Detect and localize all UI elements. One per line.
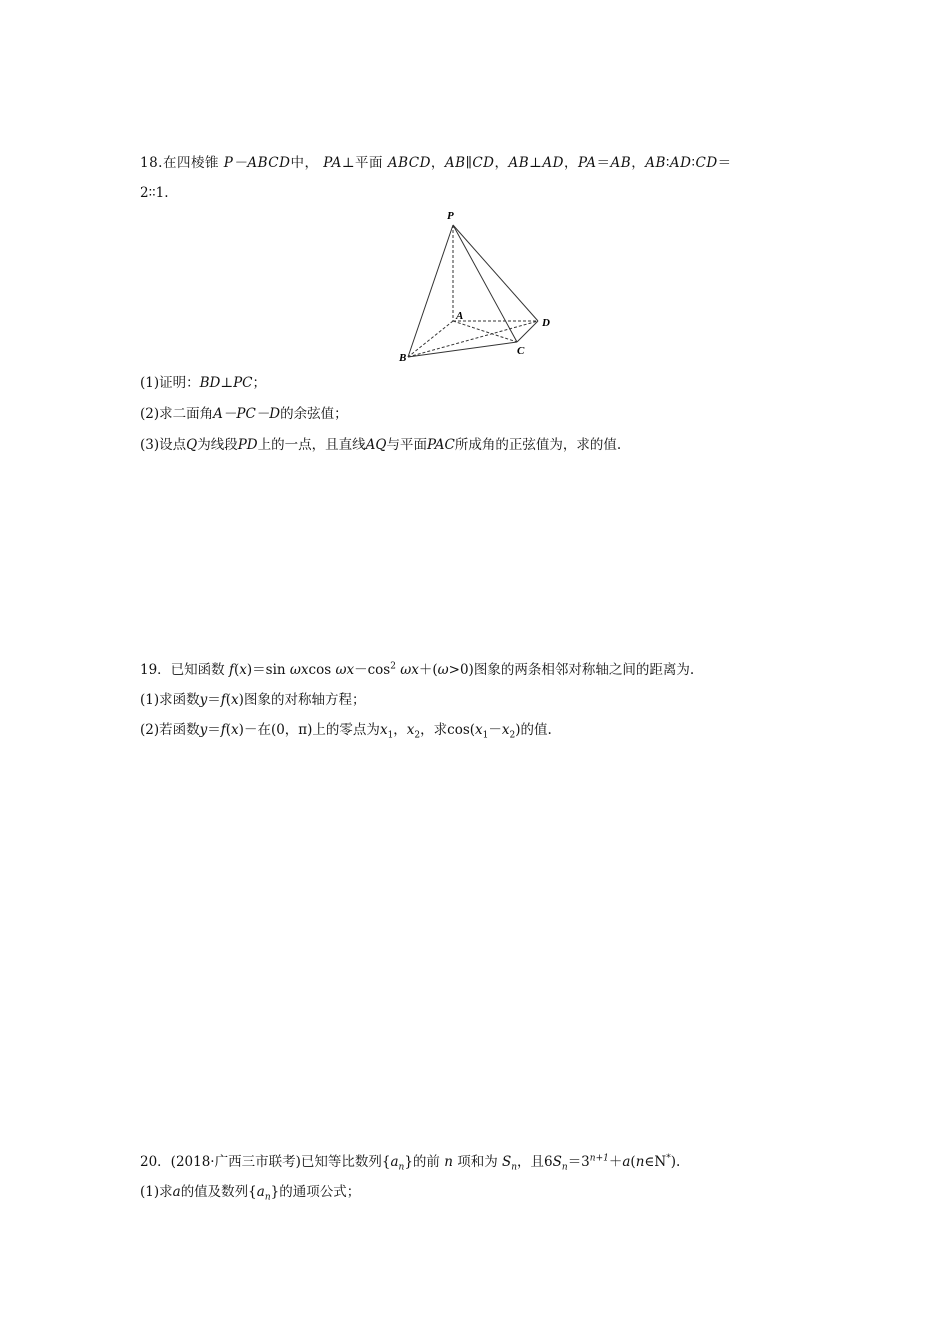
math: f bbox=[220, 722, 226, 738]
text: 项和为 bbox=[457, 1154, 498, 1170]
text: (2)若函数 bbox=[140, 722, 200, 738]
text: (3)设点 bbox=[140, 437, 187, 453]
q19-part2 bbox=[140, 720, 552, 740]
text: (1)求函数 bbox=[140, 692, 200, 708]
text: }的前 bbox=[404, 1154, 440, 1170]
text: ∶ bbox=[665, 155, 670, 171]
text: ， bbox=[430, 155, 445, 171]
math: ωx bbox=[400, 662, 419, 678]
text: )图象的对称轴方程； bbox=[238, 692, 366, 708]
text: ＋ bbox=[608, 1154, 623, 1170]
text: 为线段 bbox=[197, 437, 238, 453]
math: ω bbox=[437, 662, 449, 678]
math: a bbox=[390, 1154, 399, 1170]
text: >0)图象的两条相邻对称轴之间的距离为. bbox=[448, 662, 695, 678]
math: PA bbox=[323, 155, 342, 171]
q18-number: 18. bbox=[140, 155, 163, 171]
math: f bbox=[228, 662, 234, 678]
text: ⊥ bbox=[220, 375, 234, 391]
vertex-label-d: D bbox=[542, 317, 550, 329]
subscript: 1 bbox=[387, 730, 394, 741]
vertex-label-b: B bbox=[399, 352, 407, 364]
math: PA bbox=[577, 155, 597, 171]
text: (2)求二面角 bbox=[140, 406, 214, 422]
math: S bbox=[552, 1154, 562, 1170]
q20-statement bbox=[140, 1152, 680, 1172]
math: a bbox=[172, 1184, 181, 1200]
text: )＝sin bbox=[246, 662, 286, 678]
text: 与平面 bbox=[386, 437, 427, 453]
subscript: 2 bbox=[414, 730, 421, 741]
text: ( bbox=[630, 1154, 636, 1170]
q19-part1 bbox=[140, 690, 365, 710]
text: (1)证明： bbox=[140, 375, 200, 391]
math: AQ bbox=[365, 437, 387, 453]
pyramid-figure bbox=[395, 205, 565, 365]
text: 上的一点，且直线 bbox=[257, 437, 366, 453]
text: (1)求 bbox=[140, 1184, 173, 1200]
text: )的值. bbox=[515, 722, 552, 738]
text: 的余弦值； bbox=[280, 406, 348, 422]
text: ＝ bbox=[207, 722, 221, 738]
text: cos bbox=[308, 662, 332, 678]
text: － bbox=[488, 722, 502, 738]
math: ωx bbox=[335, 662, 355, 678]
math: a bbox=[256, 1184, 265, 1200]
math: n bbox=[444, 1154, 453, 1170]
math: ABCD bbox=[387, 155, 431, 171]
text: ＋( bbox=[418, 662, 438, 678]
text: )－在(0，π)上的零点为 bbox=[238, 722, 380, 738]
text: 20．(2018·广西三市联考)已知等比数列{ bbox=[140, 1154, 391, 1170]
math: AB bbox=[508, 155, 530, 171]
math: x bbox=[231, 722, 239, 738]
q18-part1 bbox=[140, 373, 266, 393]
superscript: 2 bbox=[390, 661, 396, 672]
subscript: n bbox=[264, 1192, 271, 1203]
text: ( bbox=[225, 692, 232, 708]
math: a bbox=[622, 1154, 631, 1170]
subscript: 1 bbox=[482, 730, 489, 741]
math: AB bbox=[645, 155, 666, 171]
math: x bbox=[239, 662, 247, 678]
math: PD bbox=[237, 437, 258, 453]
text: ， bbox=[563, 155, 578, 171]
text: 所成角的正弦值为，求的值. bbox=[454, 437, 622, 453]
text: 中， bbox=[290, 155, 319, 171]
subscript: n bbox=[511, 1162, 518, 1173]
math: x bbox=[406, 722, 415, 738]
vertex-label-a: A bbox=[456, 310, 464, 322]
math: AB∥CD bbox=[444, 155, 495, 171]
q18-part3 bbox=[140, 435, 621, 455]
math: Q bbox=[186, 437, 198, 453]
q20-part1 bbox=[140, 1182, 360, 1202]
math: x bbox=[379, 722, 388, 738]
math: f bbox=[220, 692, 226, 708]
math: AD bbox=[669, 155, 692, 171]
text: ，且6 bbox=[517, 1154, 553, 1170]
vertex-label-p: P bbox=[447, 210, 454, 222]
superscript: * bbox=[666, 1153, 671, 1164]
math: P－ABCD bbox=[223, 155, 291, 171]
text: ). bbox=[670, 1154, 681, 1170]
superscript: n+1 bbox=[589, 1153, 609, 1164]
text: 的值及数列{ bbox=[180, 1184, 257, 1200]
math: A－PC－D bbox=[213, 406, 281, 422]
math: AD bbox=[542, 155, 564, 171]
text: ＝3 bbox=[567, 1154, 590, 1170]
text: ( bbox=[233, 662, 240, 678]
text: ⊥平面 bbox=[341, 155, 384, 171]
text: ， bbox=[494, 155, 509, 171]
subscript: n bbox=[561, 1162, 568, 1173]
text: ， bbox=[393, 722, 407, 738]
math: PC bbox=[233, 375, 253, 391]
edge-pb bbox=[408, 225, 453, 357]
math: n bbox=[635, 1154, 645, 1170]
text: ； bbox=[252, 375, 266, 391]
text: ＝ bbox=[207, 692, 221, 708]
math: y bbox=[199, 722, 208, 738]
math: BD bbox=[199, 375, 221, 391]
text: ＝ bbox=[717, 155, 732, 171]
text: －cos bbox=[354, 662, 391, 678]
subscript: n bbox=[398, 1162, 405, 1173]
math: ωx bbox=[289, 662, 309, 678]
text: ，求cos( bbox=[420, 722, 476, 738]
math: AB bbox=[610, 155, 632, 171]
text: ∶ bbox=[691, 155, 696, 171]
q18-statement-line1 bbox=[140, 153, 732, 173]
text: }的通项公式； bbox=[270, 1184, 361, 1200]
text: ( bbox=[225, 722, 232, 738]
math: x bbox=[231, 692, 239, 708]
text: ＝ bbox=[596, 155, 611, 171]
text: 在四棱锥 bbox=[162, 155, 219, 171]
math: PAC bbox=[426, 437, 455, 453]
q19-statement bbox=[140, 660, 694, 680]
edge-cd bbox=[517, 321, 538, 342]
math: CD bbox=[695, 155, 718, 171]
math: y bbox=[199, 692, 208, 708]
q18-part2 bbox=[140, 404, 348, 424]
text: ⊥ bbox=[529, 155, 543, 171]
edge-pd bbox=[453, 225, 538, 321]
math: x bbox=[501, 722, 510, 738]
vertex-label-c: C bbox=[517, 345, 525, 357]
math: S bbox=[502, 1154, 512, 1170]
subscript: 2 bbox=[509, 730, 516, 741]
text: ∈N bbox=[644, 1154, 667, 1170]
q18-statement-line2: 2∶∶1. bbox=[140, 185, 169, 201]
math: x bbox=[475, 722, 483, 738]
text: 19．已知函数 bbox=[140, 662, 225, 678]
text: ， bbox=[631, 155, 646, 171]
